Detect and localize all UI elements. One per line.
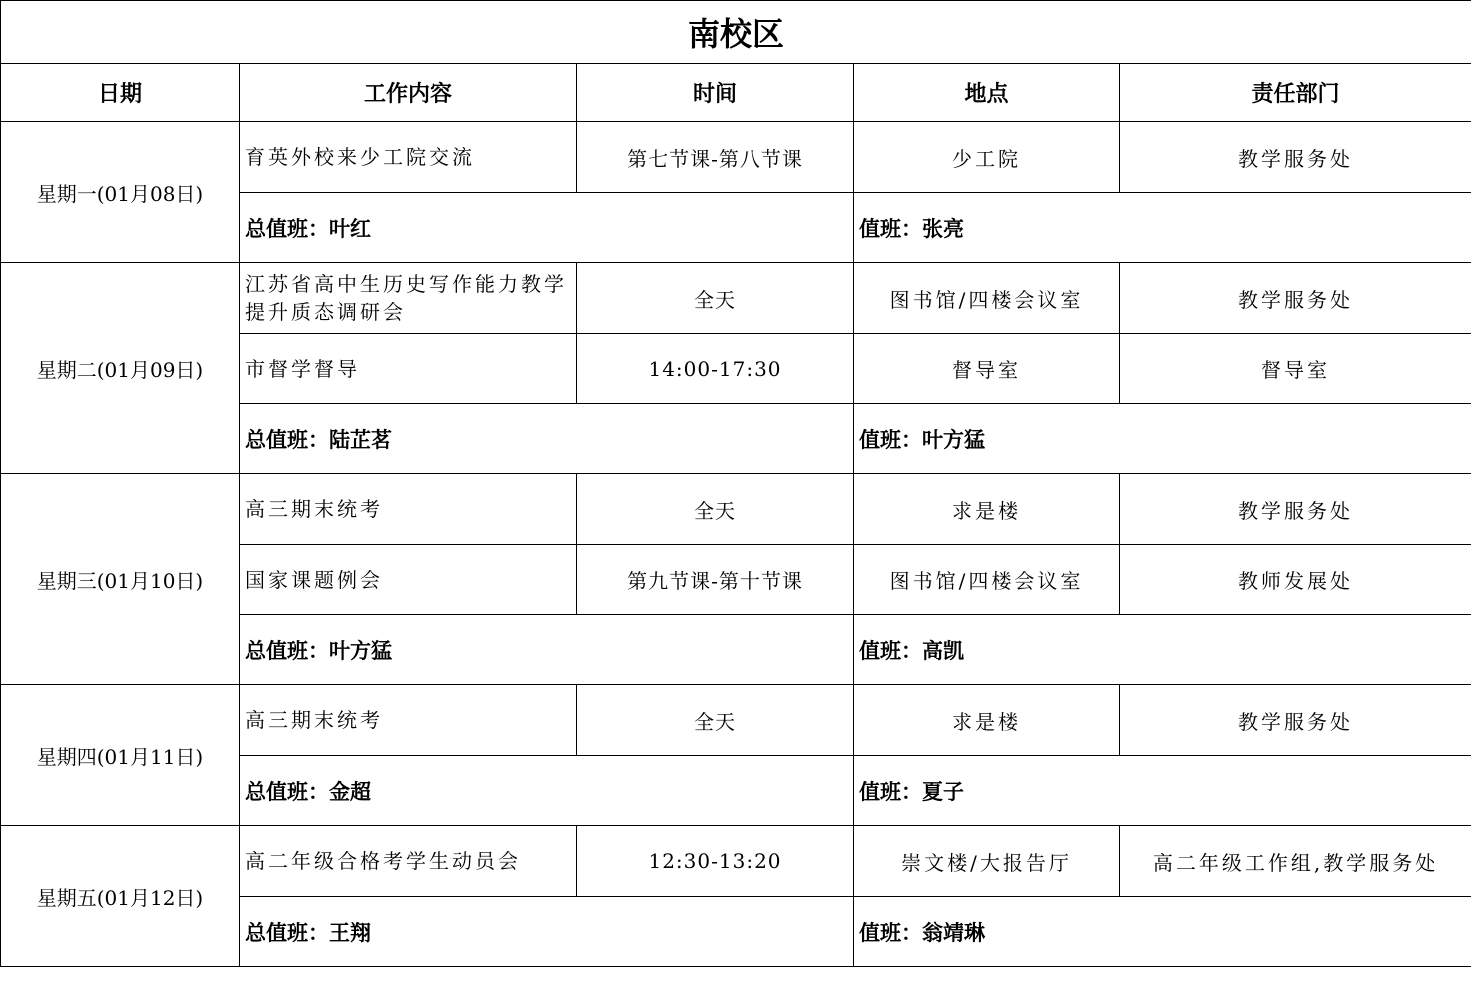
place-cell: 督导室 xyxy=(854,334,1120,404)
header-place: 地点 xyxy=(854,64,1120,122)
place-cell: 图书馆/四楼会议室 xyxy=(854,263,1120,334)
duty-cell: 值班：翁靖琳 xyxy=(854,897,1471,967)
event-row xyxy=(1,474,1471,545)
content-cell: 市督学督导 xyxy=(240,334,577,404)
duty-cell: 值班：高凯 xyxy=(854,615,1471,685)
duty-cell: 值班：夏子 xyxy=(854,756,1471,826)
time-cell: 14:00-17:30 xyxy=(577,334,854,404)
place-cell: 求是楼 xyxy=(854,474,1120,545)
dept-cell: 教学服务处 xyxy=(1120,685,1471,756)
table-title: 南校区 xyxy=(1,1,1471,64)
dept-cell: 教学服务处 xyxy=(1120,263,1471,334)
chief-duty-cell: 总值班：金超 xyxy=(240,756,854,826)
chief-duty-cell: 总值班：叶红 xyxy=(240,193,854,263)
dept-cell: 高二年级工作组,教学服务处 xyxy=(1120,826,1471,897)
place-cell: 求是楼 xyxy=(854,685,1120,756)
header-date: 日期 xyxy=(1,64,240,122)
content-cell: 育英外校来少工院交流 xyxy=(240,122,577,193)
header-dept: 责任部门 xyxy=(1120,64,1471,122)
place-cell: 图书馆/四楼会议室 xyxy=(854,545,1120,615)
event-row xyxy=(1,685,1471,756)
time-cell: 12:30-13:20 xyxy=(577,826,854,897)
content-cell: 高三期末统考 xyxy=(240,474,577,545)
time-cell: 全天 xyxy=(577,685,854,756)
event-row xyxy=(1,122,1471,193)
time-cell: 第九节课-第十节课 xyxy=(577,545,854,615)
content-cell: 江苏省高中生历史写作能力教学提升质态调研会 xyxy=(240,263,577,334)
date-cell: 星期二(01月09日) xyxy=(1,263,240,474)
date-cell: 星期四(01月11日) xyxy=(1,685,240,826)
time-cell: 全天 xyxy=(577,474,854,545)
dept-cell: 教师发展处 xyxy=(1120,545,1471,615)
chief-duty-cell: 总值班：陆芷茗 xyxy=(240,404,854,474)
date-cell: 星期五(01月12日) xyxy=(1,826,240,967)
content-cell: 国家课题例会 xyxy=(240,545,577,615)
date-cell: 星期一(01月08日) xyxy=(1,122,240,263)
dept-cell: 教学服务处 xyxy=(1120,474,1471,545)
event-row xyxy=(1,263,1471,334)
chief-duty-cell: 总值班：王翔 xyxy=(240,897,854,967)
dept-cell: 教学服务处 xyxy=(1120,122,1471,193)
duty-cell: 值班：叶方猛 xyxy=(854,404,1471,474)
place-cell: 少工院 xyxy=(854,122,1120,193)
event-row xyxy=(1,826,1471,897)
header-time: 时间 xyxy=(577,64,854,122)
content-cell: 高三期末统考 xyxy=(240,685,577,756)
place-cell: 崇文楼/大报告厅 xyxy=(854,826,1120,897)
chief-duty-cell: 总值班：叶方猛 xyxy=(240,615,854,685)
time-cell: 全天 xyxy=(577,263,854,334)
dept-cell: 督导室 xyxy=(1120,334,1471,404)
date-cell: 星期三(01月10日) xyxy=(1,474,240,685)
content-cell: 高二年级合格考学生动员会 xyxy=(240,826,577,897)
header-content: 工作内容 xyxy=(240,64,577,122)
time-cell: 第七节课-第八节课 xyxy=(577,122,854,193)
duty-cell: 值班：张亮 xyxy=(854,193,1471,263)
